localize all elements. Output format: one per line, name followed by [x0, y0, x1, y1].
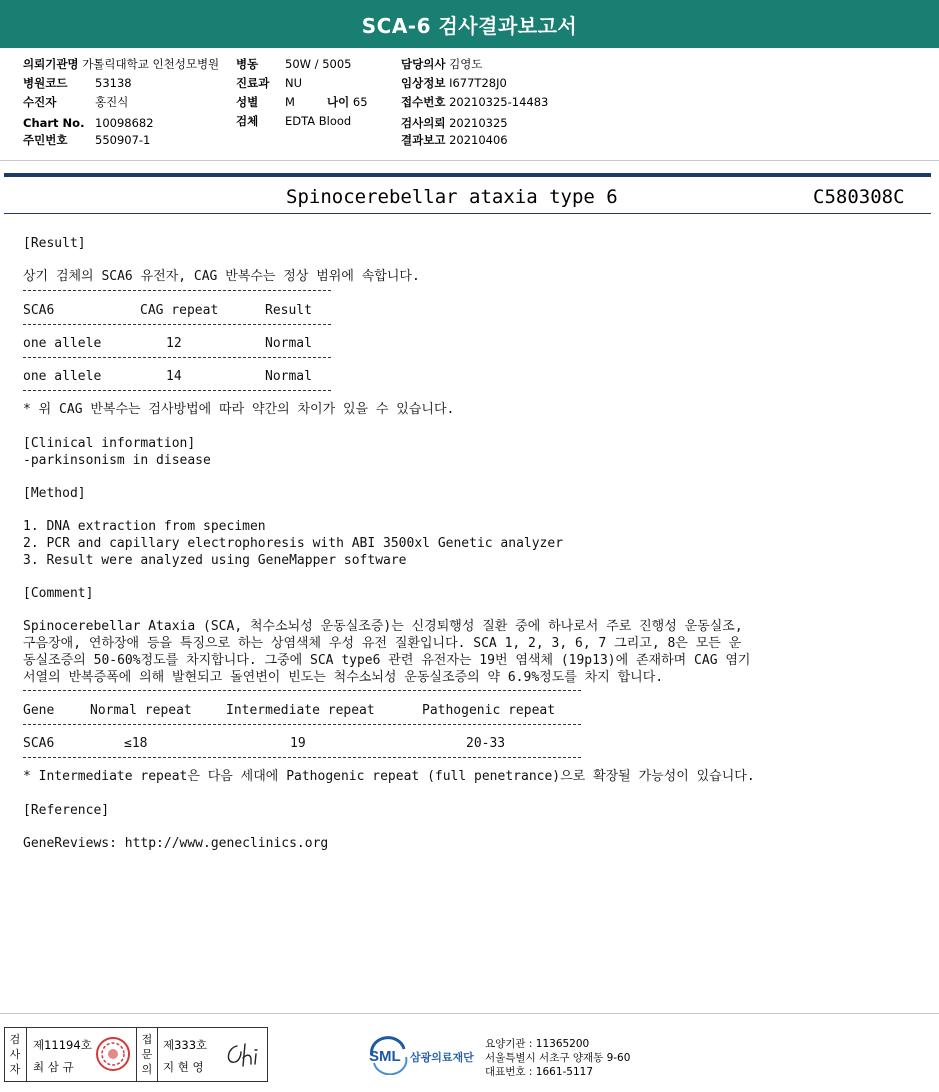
method-item: 3. Result were analyzed using GeneMapper software: [23, 553, 407, 568]
resident-no-label: 주민번호: [23, 133, 68, 147]
result-row-1-allele: one allele: [23, 336, 102, 351]
org-phone: 대표번호 : 1661-5117: [485, 1066, 594, 1078]
signature-icon: [223, 1040, 263, 1070]
ward-label: 병동: [236, 57, 259, 71]
request-date-value: 20210325: [449, 116, 508, 130]
receipt-label: 접수번호: [401, 95, 446, 109]
signature-divider: [136, 1028, 137, 1081]
logo-text: SML: [369, 1048, 401, 1065]
comment-line: 구음장애, 연하장애 등을 특징으로 하는 상염색체 우성 유전 질환입니다. SCA 1, 2, 3, 6, 7 그리고, 8은 모든 운: [23, 636, 742, 651]
sex-label-field: [236, 96, 258, 109]
repeat-row-intermediate: 19: [290, 736, 306, 751]
approver-label-char: 의: [141, 1063, 153, 1076]
patient-label: 수진자: [23, 95, 57, 109]
result-row-2-repeat: 14: [166, 369, 182, 384]
sex-value-field: [285, 96, 295, 109]
hospital-code-value-field: [95, 77, 132, 90]
age-label: 나이: [327, 95, 350, 109]
result-row-1-result: Normal: [265, 336, 312, 351]
repeat-col-intermediate: Intermediate repeat: [226, 703, 375, 718]
org-code: 요양기관 : 11365200: [485, 1038, 590, 1050]
department-label-field: [236, 77, 269, 90]
test-name: Spinocerebellar ataxia type 6: [286, 186, 618, 208]
approver-license: 제333호: [163, 1038, 208, 1052]
reference-heading: [Reference]: [23, 803, 110, 818]
request-date-field: [401, 117, 508, 130]
result-col-gene: SCA6: [23, 303, 55, 318]
institution-label: 의뢰기관명: [23, 57, 79, 71]
report-title: SCA-6 검사결과보고서: [0, 0, 939, 48]
chart-no-value-field: [95, 117, 154, 130]
result-table-rule: [23, 390, 331, 391]
comment-line: 서열의 반복증폭에 의해 발현되고 돌연변이 빈도는 척수소뇌성 운동실조증의 약 6.9%정도를 차지 합니다.: [23, 670, 664, 685]
header-divider: [0, 160, 939, 161]
seal-stamp-icon: [95, 1036, 131, 1072]
repeat-row-gene: SCA6: [23, 736, 55, 751]
hospital-code-label-field: [23, 77, 67, 90]
resident-no-value-field: [95, 134, 150, 147]
result-col-cag: CAG repeat: [140, 303, 219, 318]
specimen-label-field: [236, 115, 258, 128]
approver-label-char: 접: [141, 1033, 153, 1046]
method-item: 1. DNA extraction from specimen: [23, 519, 266, 534]
hospital-code-label: 병원코드: [23, 76, 68, 90]
clinical-info-label: 임상정보: [401, 76, 446, 90]
age-value: 65: [352, 95, 368, 109]
result-note: * 위 CAG 반복수는 검사방법에 따라 약간의 차이가 있을 수 있습니다.: [23, 402, 455, 417]
org-name: 삼광의료재단: [410, 1051, 474, 1064]
institution-field: [23, 58, 219, 71]
department-label: 진료과: [236, 76, 270, 90]
org-address: 서울특별시 서초구 양재동 9-60: [485, 1052, 631, 1064]
result-heading: [Result]: [23, 236, 86, 251]
clinical-heading: [Clinical information]: [23, 436, 196, 451]
result-table-rule: [23, 324, 331, 325]
sex-value: M: [285, 95, 295, 109]
method-heading: [Method]: [23, 486, 86, 501]
result-row-2-allele: one allele: [23, 369, 102, 384]
chart-no-label-field: [23, 117, 84, 130]
ward-label-field: [236, 58, 258, 71]
signature-box: [4, 1027, 268, 1082]
clinical-text: -parkinsonism in disease: [23, 453, 211, 468]
org-info: [485, 1037, 630, 1079]
request-date-label: 검사의뢰: [401, 116, 446, 130]
comment-line: 동실조증의 50-60%정도를 차지합니다. 그중에 SCA type6 관련 유전자는 19번 염색체 (19p13)에 존재하며 CAG 염기: [23, 653, 751, 668]
repeat-col-normal: Normal repeat: [90, 703, 192, 718]
specimen-value: EDTA Blood: [285, 114, 352, 128]
examiner-license: 제11194호: [33, 1038, 92, 1052]
department-value: NU: [285, 76, 303, 90]
report-date-field: [401, 134, 508, 147]
patient-value-field: [95, 96, 128, 109]
institution-value: 가톨릭대학교 인천성모병원: [82, 57, 220, 71]
examiner-name: 최 삼 규: [33, 1060, 74, 1074]
comment-note: * Intermediate repeat은 다음 세대에 Pathogenic repeat (full penetrance)으로 확장될 가능성이 있습니다.: [23, 769, 755, 784]
repeat-table-rule: [23, 690, 581, 691]
examiner-label-char: 자: [9, 1063, 21, 1076]
comment-line: Spinocerebellar Ataxia (SCA, 척수소뇌성 운동실조증)는 신경퇴행성 질환 중에 하나로서 주로 진행성 운동실조,: [23, 619, 743, 634]
repeat-table-rule: [23, 757, 581, 758]
receipt-field: [401, 96, 548, 109]
test-code: C580308C: [813, 186, 905, 208]
doctor-value: 김영도: [449, 57, 483, 71]
repeat-row-normal: ≤18: [124, 736, 148, 751]
repeat-row-pathogenic: 20-33: [466, 736, 506, 751]
specimen-value-field: [285, 115, 351, 128]
examiner-label-char: 사: [9, 1048, 21, 1061]
approver-vertical-label: [139, 1032, 155, 1077]
hospital-code-value: 53138: [95, 76, 132, 90]
report-date-label: 결과보고: [401, 133, 446, 147]
approver-label-char: 문: [141, 1048, 153, 1061]
method-item: 2. PCR and capillary electrophoresis with ABI 3500xl Genetic analyzer: [23, 536, 564, 551]
specimen-label: 검체: [236, 114, 259, 128]
repeat-col-gene: Gene: [23, 703, 55, 718]
resident-no-value: 550907-1: [95, 133, 151, 147]
patient-value: 홍진식: [95, 95, 129, 109]
receipt-value: 20210325-14483: [449, 95, 549, 109]
title-rule-bottom: [4, 213, 931, 214]
report-date-value: 20210406: [449, 133, 508, 147]
doctor-label: 담당의사: [401, 57, 446, 71]
examiner-vertical-label: [7, 1032, 23, 1077]
ward-value-field: [285, 58, 351, 71]
reference-text: GeneReviews: http://www.geneclinics.org: [23, 836, 329, 851]
result-row-2-result: Normal: [265, 369, 312, 384]
examiner-label-char: 검: [9, 1033, 21, 1046]
chart-no-value: 10098682: [95, 116, 154, 130]
signature-divider: [157, 1028, 158, 1081]
result-summary: 상기 검체의 SCA6 유전자, CAG 반복수는 정상 범위에 속합니다.: [23, 269, 420, 284]
sex-label: 성별: [236, 95, 259, 109]
clinical-info-field: [401, 77, 507, 90]
signature-divider: [26, 1028, 27, 1081]
clinical-info-value: I677T28J0: [449, 76, 507, 90]
department-value-field: [285, 77, 302, 90]
result-col-result: Result: [265, 303, 312, 318]
patient-label-field: [23, 96, 56, 109]
comment-heading: [Comment]: [23, 586, 94, 601]
result-row-1-repeat: 12: [166, 336, 182, 351]
ward-value: 50W / 5005: [285, 57, 352, 71]
sml-logo-icon: [366, 1035, 410, 1075]
result-table-rule: [23, 290, 331, 291]
result-table-rule: [23, 357, 331, 358]
age-field: [327, 96, 368, 109]
approver-name: 지 현 영: [163, 1060, 204, 1074]
footer-divider: [0, 1013, 939, 1014]
repeat-col-pathogenic: Pathogenic repeat: [422, 703, 556, 718]
resident-no-label-field: [23, 134, 67, 147]
repeat-table-rule: [23, 724, 581, 725]
title-rule-top: [4, 173, 931, 177]
doctor-field: [401, 58, 482, 71]
chart-no-label: Chart No.: [23, 116, 85, 130]
